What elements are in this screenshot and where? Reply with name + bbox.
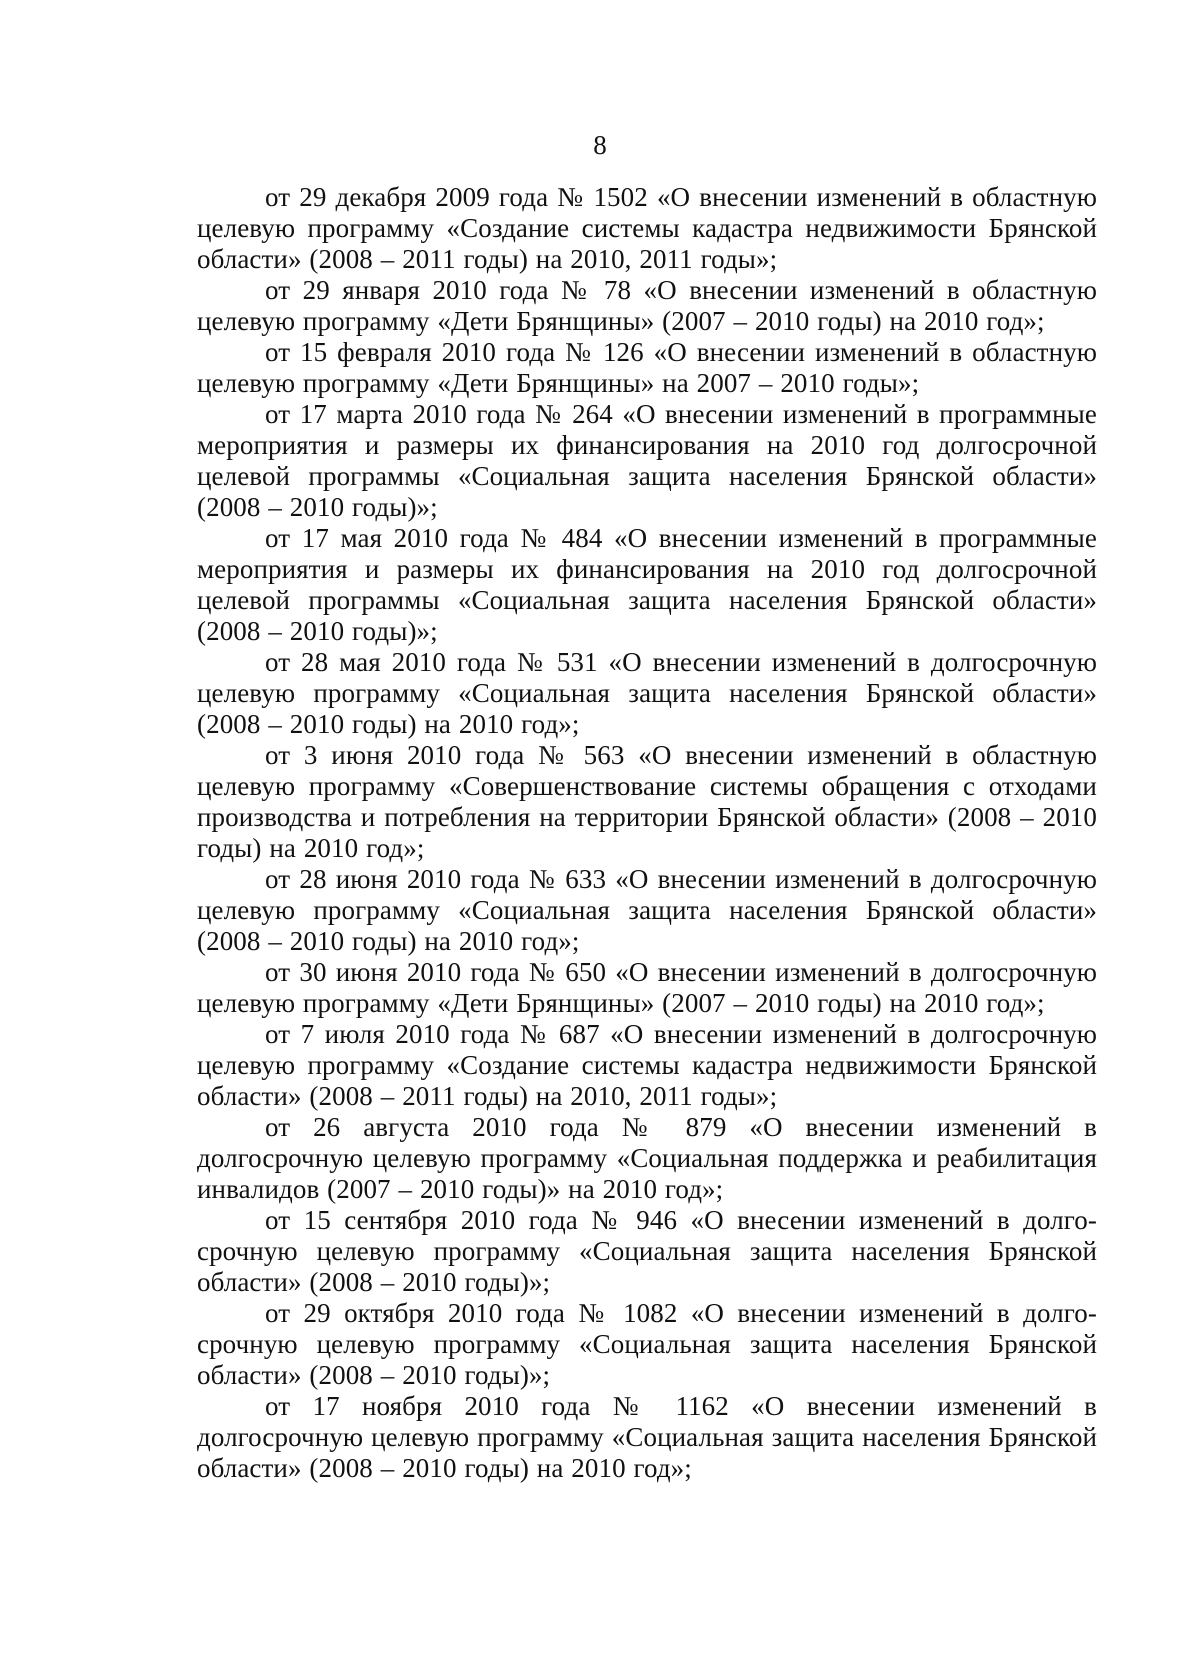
paragraph-12: от 15 сентября 2010 года № 946 «О внесении изменений в долго-срочную целевую программу «Социальная защита населения Брянской области» (2008 – 2010 годы)»;: [197, 1205, 1097, 1297]
document-body: [197, 182, 1097, 1484]
paragraph-4: от 17 марта 2010 года № 264 «О внесении изменений в программные мероприятия и размеры их финансирования на 2010 год долгосрочной целевой программы «Социальная защита населения Брянской области» (2008 – 2010 годы)»;: [197, 399, 1097, 522]
paragraph-11: от 26 августа 2010 года № 879 «О внесении изменений в долгосрочную целевую программу «Социальная поддержка и реабилитация инвалидов (2007 – 2010 годы)» на 2010 год»;: [197, 1112, 1097, 1204]
paragraph-5: от 17 мая 2010 года № 484 «О внесении изменений в программные мероприятия и размеры их финансирования на 2010 год долгосрочной целевой программы «Социальная защита населения Брянской области» (2008 – 2010 годы)»;: [197, 523, 1097, 646]
paragraph-14: от 17 ноября 2010 года № 1162 «О внесении изменений в долгосрочную целевую программу «Социальная защита населения Брянской области» (2008 – 2010 годы) на 2010 год»;: [197, 1391, 1097, 1483]
paragraph-2: от 29 января 2010 года № 78 «О внесении изменений в областную целевую программу «Дети Брянщины» (2007 – 2010 годы) на 2010 год»;: [197, 275, 1097, 336]
paragraph-13: от 29 октября 2010 года № 1082 «О внесении изменений в долго-срочную целевую программу «Социальная защита населения Брянской области» (2008 – 2010 годы)»;: [197, 1298, 1097, 1390]
paragraph-8: от 28 июня 2010 года № 633 «О внесении изменений в долгосрочную целевую программу «Социальная защита населения Брянской области» (2008 – 2010 годы) на 2010 год»;: [197, 864, 1097, 956]
paragraph-9: от 30 июня 2010 года № 650 «О внесении изменений в долгосрочную целевую программу «Дети Брянщины» (2007 – 2010 годы) на 2010 год»;: [197, 957, 1097, 1018]
paragraph-6: от 28 мая 2010 года № 531 «О внесении изменений в долгосрочную целевую программу «Социальная защита населения Брянской области» (2008 – 2010 годы) на 2010 год»;: [197, 647, 1097, 739]
page-number: 8: [593, 130, 607, 160]
paragraph-10: от 7 июля 2010 года № 687 «О внесении изменений в долгосрочную целевую программу «Создание системы кадастра недвижимости Брянской области» (2008 – 2011 годы) на 2010, 2011 годы»;: [197, 1019, 1097, 1111]
paragraph-1: от 29 декабря 2009 года № 1502 «О внесении изменений в областную целевую программу «Создание системы кадастра недвижимости Брянской области» (2008 – 2011 годы) на 2010, 2011 годы»;: [197, 182, 1097, 274]
paragraph-3: от 15 февраля 2010 года № 126 «О внесении изменений в областную целевую программу «Дети Брянщины» на 2007 – 2010 годы»;: [197, 337, 1097, 398]
paragraph-7: от 3 июня 2010 года № 563 «О внесении изменений в областную целевую программу «Совершенствование системы обращения с отходами производства и потребления на территории Брянской области» (2008 – 2010 годы) на 2010 год»;: [197, 740, 1097, 863]
